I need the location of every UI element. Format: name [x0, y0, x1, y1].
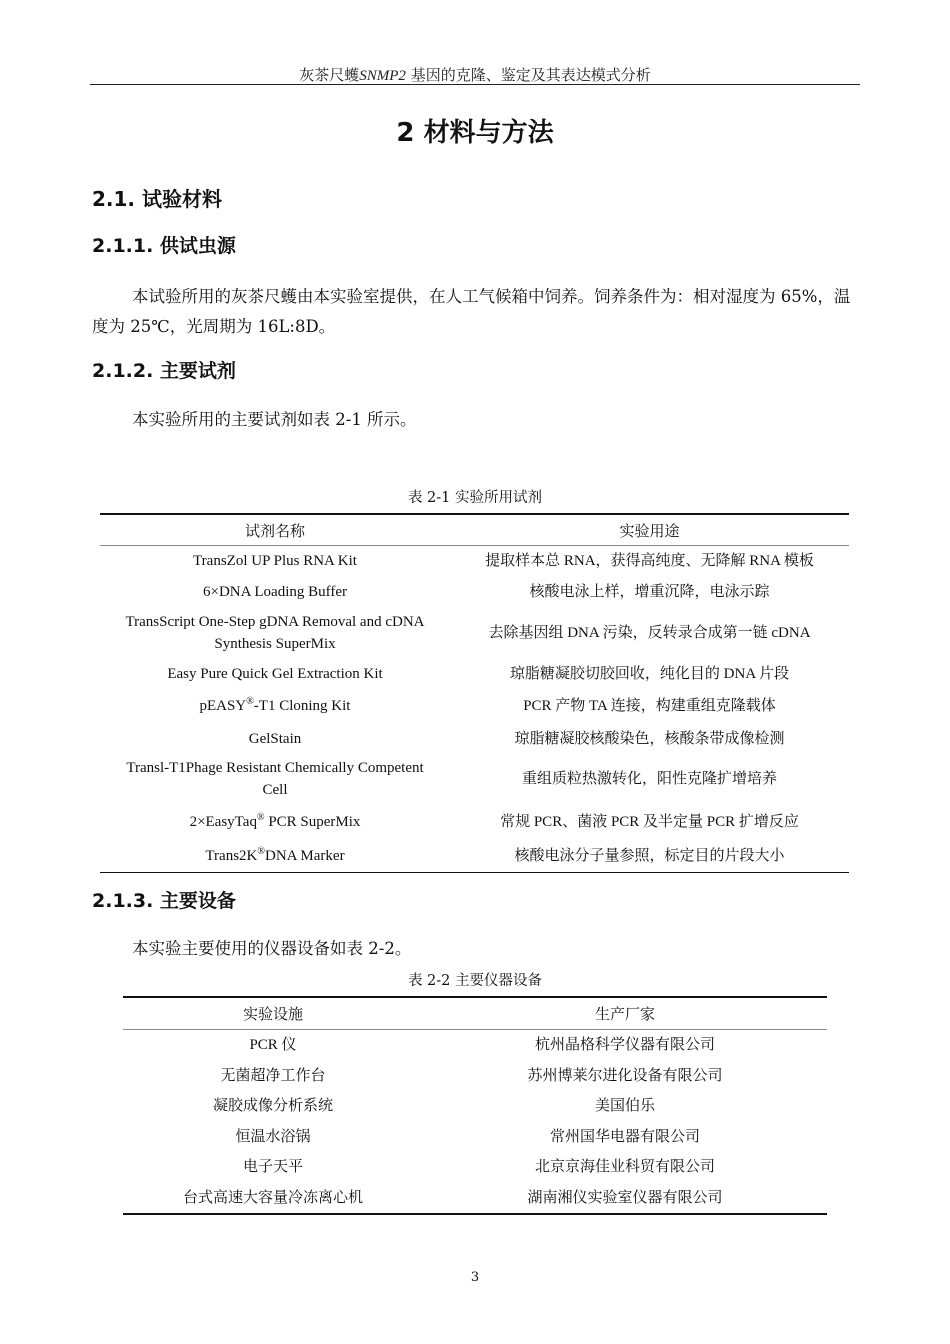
running-header	[90, 64, 860, 85]
table-row	[100, 607, 849, 659]
reagent-name-post: PCR SuperMix	[264, 814, 361, 830]
section-2-1-3-paragraph	[92, 934, 852, 964]
reagent-usage: 提取样本总 RNA，获得高纯度、无降解 RNA 模板	[485, 553, 814, 570]
column-header-manufacturer: 生产厂家	[423, 997, 827, 1030]
manufacturer-name: 湖南湘仪实验室仪器有限公司	[527, 1189, 723, 1206]
reagent-name-pre: Trans2K	[205, 847, 258, 864]
manufacturer-name: 苏州博莱尔进化设备有限公司	[527, 1067, 723, 1084]
section-2-1-1-paragraph	[92, 282, 852, 342]
equipment-name: 无菌超净工作台	[220, 1067, 326, 1084]
column-header-usage: 实验用途	[450, 514, 849, 546]
chapter-title: 2 材料与方法	[396, 118, 554, 148]
section-2-1-1-text: 本试验所用的灰茶尺蠖由本实验室提供，在人工气候箱中饲养。饲养条件为：相对湿度为 65%，温度为 25℃，光周期为 16L:8D。	[92, 287, 851, 336]
reagent-name: TransZol UP Plus RNA Kit	[193, 553, 357, 570]
reagent-usage: 琼脂糖凝胶切胶回收，纯化目的 DNA 片段	[509, 665, 790, 682]
registered-mark: ®	[246, 696, 254, 707]
running-header-suffix: 基因的克隆、鉴定及其表达模式分析	[410, 66, 651, 84]
reagents-table	[100, 513, 849, 873]
section-2-1-2-paragraph	[92, 405, 852, 435]
equipment-table	[123, 996, 827, 1215]
table-row	[100, 754, 849, 805]
reagent-usage: 琼脂糖凝胶核酸染色，核酸条带成像检测	[514, 730, 785, 747]
table-row	[100, 577, 849, 607]
reagent-usage: 核酸电泳分子量参照，标定目的片段大小	[514, 847, 785, 864]
section-2-1-3-text: 本实验主要使用的仪器设备如表 2-2。	[132, 939, 412, 958]
page-number: 3	[470, 1270, 480, 1285]
reagent-usage: 核酸电泳上样，增重沉降，电泳示踪	[529, 583, 770, 600]
reagent-name-pre: pEASY	[199, 698, 247, 714]
table-row	[123, 1061, 827, 1092]
reagent-usage: 重组质粒热激转化，阳性克隆扩增培养	[521, 771, 777, 787]
table-row	[100, 805, 849, 840]
section-2-1-3-heading: 2.1.3. 主要设备	[92, 890, 236, 912]
running-header-prefix: 灰茶尺蠖	[299, 66, 360, 84]
reagent-name: 6×DNA Loading Buffer	[203, 583, 347, 600]
column-header-equipment: 实验设施	[123, 997, 423, 1030]
equipment-name: PCR 仪	[249, 1037, 297, 1054]
table-row	[100, 724, 849, 754]
table-row	[123, 1030, 827, 1061]
equipment-name: 电子天平	[242, 1159, 303, 1176]
reagent-name	[100, 607, 450, 659]
section-2-1-2-text: 本实验所用的主要试剂如表 2-1 所示。	[132, 410, 417, 429]
reagent-usage: 常规 PCR、菌液 PCR 及半定量 PCR 扩增反应	[500, 814, 799, 830]
section-2-1-2-heading: 2.1.2. 主要试剂	[92, 360, 236, 382]
section-2-1-heading: 2.1. 试验材料	[92, 187, 222, 211]
manufacturer-name: 杭州晶格科学仪器有限公司	[534, 1037, 715, 1054]
table-header-row	[100, 514, 849, 546]
manufacturer-name: 北京京海佳业科贸有限公司	[534, 1159, 715, 1176]
equipment-name: 台式高速大容量冷冻离心机	[182, 1189, 363, 1206]
reagent-name-post: -T1 Cloning Kit	[253, 698, 351, 714]
reagent-name-line1: Transl-T1Phage Resistant Chemically Competent	[126, 760, 424, 776]
reagent-usage: 去除基因组 DNA 污染，反转录合成第一链 cDNA	[488, 624, 811, 641]
table-row	[100, 546, 849, 577]
reagent-name	[100, 805, 450, 840]
reagent-name-line2: Cell	[262, 782, 288, 798]
table-row	[123, 1152, 827, 1183]
header-rule	[90, 84, 860, 85]
table-row	[123, 1091, 827, 1122]
registered-mark: ®	[256, 812, 265, 823]
table-row	[100, 659, 849, 689]
reagent-name: GelStain	[248, 730, 302, 747]
table-row	[100, 689, 849, 724]
reagent-name	[100, 754, 450, 805]
reagent-name: Easy Pure Quick Gel Extraction Kit	[167, 665, 383, 682]
table-row	[123, 1183, 827, 1215]
reagent-name	[100, 689, 450, 724]
table-2-2-caption: 表 2-2 主要仪器设备	[407, 973, 543, 989]
table-row	[100, 840, 849, 873]
table-row	[123, 1122, 827, 1153]
equipment-name: 恒温水浴锅	[235, 1128, 311, 1145]
running-header-gene: SNMP2	[359, 68, 406, 84]
reagent-name	[100, 840, 450, 873]
manufacturer-name: 美国伯乐	[594, 1098, 655, 1115]
reagent-name-line2: Synthesis SuperMix	[214, 635, 336, 652]
reagent-name-line1: TransScript One-Step gDNA Removal and cDNA	[125, 613, 425, 630]
table-header-row	[123, 997, 827, 1030]
column-header-reagent-name: 试剂名称	[100, 514, 450, 546]
section-2-1-1-heading: 2.1.1. 供试虫源	[92, 235, 236, 257]
reagent-usage: PCR 产物 TA 连接，构建重组克隆载体	[523, 698, 776, 714]
manufacturer-name: 常州国华电器有限公司	[549, 1128, 700, 1145]
table-2-1-caption: 表 2-1 实验所用试剂	[407, 490, 543, 506]
reagent-name-post: DNA Marker	[265, 847, 345, 864]
registered-mark: ®	[257, 845, 265, 857]
equipment-name: 凝胶成像分析系统	[212, 1098, 333, 1115]
reagent-name-pre: 2×EasyTaq	[189, 814, 257, 830]
